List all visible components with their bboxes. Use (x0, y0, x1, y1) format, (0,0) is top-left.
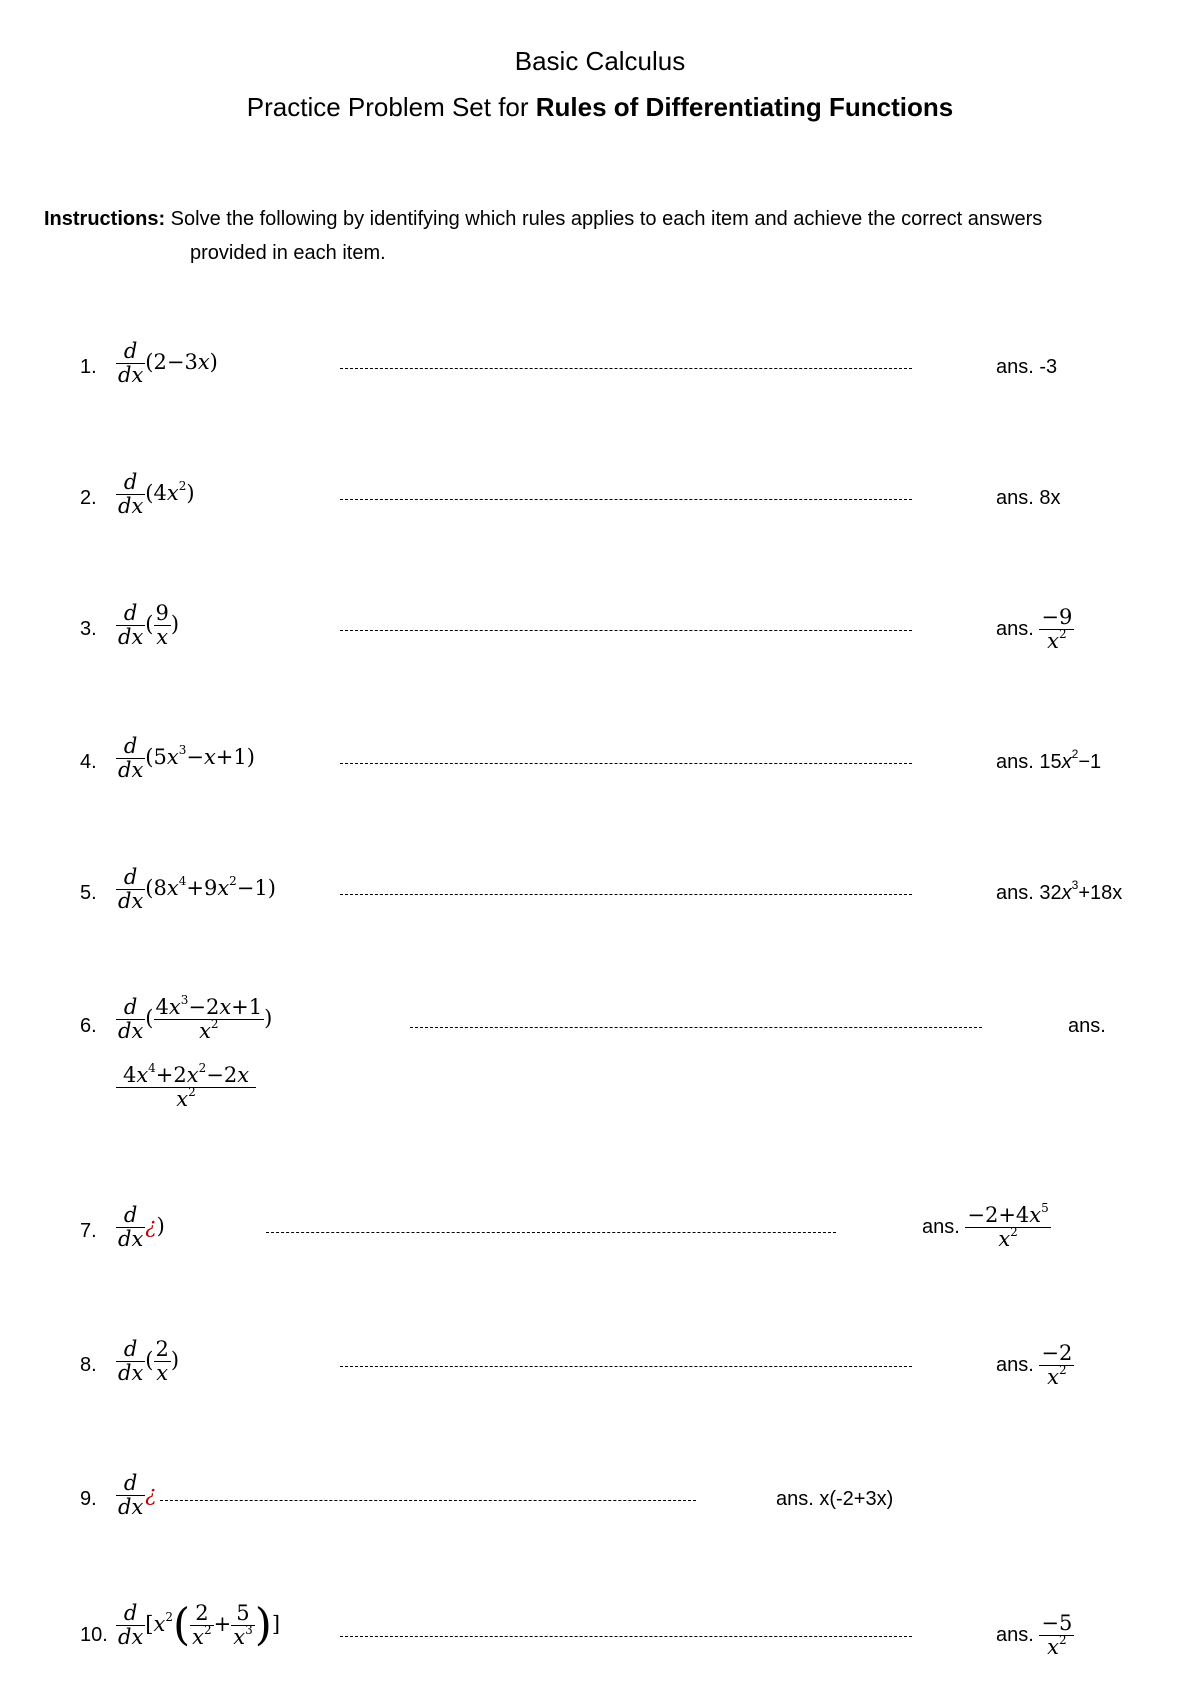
answer-separator (160, 1500, 696, 1501)
answer-math: $32x^3+18x$ (1039, 878, 1123, 904)
problem-8-expression: $\frac{d}{dx}$ ( $\frac{2}{x}$ ) (118, 1337, 180, 1385)
problem-10-expression: $\frac{d}{dx}$ [$x^2$( $\frac{2}{x^2}$ + $\frac{5}{x^3}$ )] (118, 1599, 281, 1651)
derivative-operator: $\frac{d}{dx}$ (118, 1337, 144, 1385)
derivative-operator: $\frac{d}{dx}$ (118, 865, 144, 913)
problem-answer: ans. x(-2+3x) (776, 1488, 894, 1510)
problem-number: 1. (80, 356, 97, 378)
answer-math: $\frac{-5}{x^2}$ (1041, 1611, 1073, 1659)
problem-number: 9. (80, 1488, 97, 1510)
problem-6-expression: $\frac{d}{dx}$ ( $\frac{4x^3-2x+1}{x^2}$ ) (118, 993, 273, 1043)
subtitle-prefix: Practice Problem Set for (246, 92, 536, 122)
derivative-operator: $\frac{d}{dx}$ (118, 1601, 144, 1649)
problem-answer: ans. $\frac{-2+4x^5}{x^2}$ (922, 1201, 1049, 1251)
document-title: Basic Calculus (514, 46, 686, 76)
answer-math: $\frac{-2}{x^2}$ (1041, 1341, 1073, 1389)
instructions-label: Instructions: (44, 208, 166, 230)
answer-math: $\frac{-2+4x^5}{x^2}$ (967, 1201, 1049, 1251)
answer-separator (340, 499, 912, 500)
instructions-line2: provided in each item. (190, 242, 386, 264)
answer-separator (340, 630, 912, 631)
derivative-operator: $\frac{d}{dx}$ (118, 470, 144, 518)
problem-number: 6. (80, 1015, 97, 1037)
problem-1-expression: $\frac{d}{dx}$ (2−3x) (118, 339, 218, 387)
derivative-operator: $\frac{d}{dx}$ (118, 339, 144, 387)
problem-answer: ans. $32x^3+18x$ (996, 878, 1123, 904)
problem-answer: ans. $\frac{-5}{x^2}$ (996, 1611, 1073, 1659)
problem-answer: ans. -3 (996, 356, 1058, 378)
problem-7-expression: $\frac{d}{dx}$ ¿) (118, 1203, 165, 1251)
answer-separator (340, 1636, 912, 1637)
problem-answer: ans. $\frac{-2}{x^2}$ (996, 1341, 1073, 1389)
problem-answer: ans. $15x^2-1$ (996, 747, 1102, 773)
answer-separator (410, 1027, 982, 1028)
problem-9-expression: $\frac{d}{dx}$ ¿ (118, 1471, 157, 1519)
derivative-operator: $\frac{d}{dx}$ (118, 734, 144, 782)
derivative-operator: $\frac{d}{dx}$ (118, 1471, 144, 1519)
problem-number: 2. (80, 487, 97, 509)
answer-separator (340, 894, 912, 895)
problem-number: 3. (80, 618, 97, 640)
subtitle-bold: Rules of Differentiating Functions (535, 92, 954, 122)
instructions (44, 202, 1164, 270)
instructions-line1: Instructions: Solve the following by identifying which rules applies to each item and achieve the correct answers (44, 208, 1043, 230)
problem-number: 7. (80, 1220, 97, 1242)
document-subtitle (0, 92, 1200, 123)
answer-math: $15x^2-1$ (1039, 747, 1102, 773)
answer-separator (340, 763, 912, 764)
problem-number: 10. (80, 1624, 108, 1646)
answer-math: $\frac{-9}{x^2}$ (1041, 605, 1073, 653)
problem-answer: ans. $\frac{-9}{x^2}$ (996, 605, 1073, 653)
problem-number: 5. (80, 882, 97, 904)
problem-4-expression: $\frac{d}{dx}$ $(5x^3-x+1)$ (118, 734, 255, 782)
answer-separator (266, 1232, 836, 1233)
problem-2-expression: $\frac{d}{dx}$ $(4x^2)$ (118, 470, 195, 518)
problem-5-expression: $\frac{d}{dx}$ $(8x^4+9x^2-1)$ (118, 865, 276, 913)
answer-separator (340, 1366, 912, 1367)
problem-number: 8. (80, 1354, 97, 1376)
problem-answer: ans. (1068, 1015, 1106, 1037)
derivative-operator: $\frac{d}{dx}$ (118, 601, 144, 649)
derivative-operator: $\frac{d}{dx}$ (118, 995, 144, 1043)
problem-answer: ans. 8x (996, 487, 1061, 509)
problem-6-answer-math: $\frac{4x^4+2x^2-2x}{x^2}$ (116, 1064, 256, 1111)
problem-3-expression: $\frac{d}{dx}$ ( $\frac{9}{x}$ ) (118, 601, 180, 649)
problem-number: 4. (80, 751, 97, 773)
answer-separator (340, 368, 912, 369)
derivative-operator: $\frac{d}{dx}$ (118, 1203, 144, 1251)
